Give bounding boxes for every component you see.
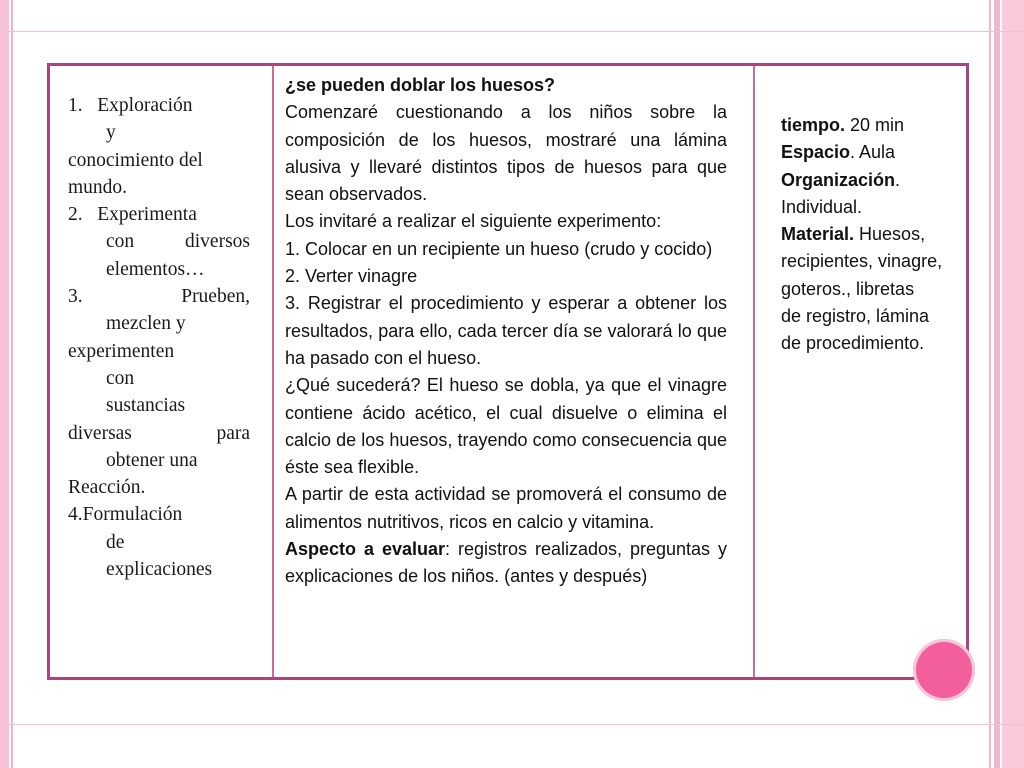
competencies-column <box>50 66 274 677</box>
activity-invite: Los invitaré a realizar el siguiente experimento: <box>285 211 662 232</box>
top-divider-line <box>0 31 1024 32</box>
material-field: Material. Huesos, <box>781 224 926 245</box>
material-line: de procedimiento. <box>781 333 925 354</box>
time-field: tiempo. 20 min <box>781 115 905 135</box>
right-border-stripe-inner <box>994 0 1000 768</box>
list-item-text: y <box>106 122 116 144</box>
list-item-text: diversas para <box>68 422 250 444</box>
organization-field: Organización. <box>781 169 901 190</box>
list-item-text: mundo. <box>68 176 128 198</box>
list-item-text: elementos… <box>106 258 205 280</box>
activity-question: ¿se pueden doblar los huesos? <box>285 75 556 95</box>
experiment-step-2: 2. Verter vinagre <box>285 266 418 287</box>
evaluation-aspect: Aspecto a evaluar: registros realizados, preguntas y explicaciones de los niños. (antes y después) <box>285 539 727 587</box>
list-item: 3. Prueben, <box>68 283 250 310</box>
list-item-text: sustancias <box>106 395 186 417</box>
list-item: 2. Experimenta <box>68 204 197 226</box>
list-item: 1. Exploración <box>68 95 193 116</box>
activity-hypothesis: ¿Qué sucederá? El hueso se dobla, ya que el vinagre contiene ácido acético, el cual disuelve o elimina el calcio de los huesos, trayendo como consecuencia que éste sea flexible. <box>285 375 727 478</box>
decorative-circle <box>913 639 975 701</box>
experiment-step-3: 3. Registrar el procedimiento y esperar a obtener los resultados, para ello, cada tercer día se valorará lo que ha pasado con el hueso. <box>285 293 727 368</box>
material-line: goteros., libretas <box>781 278 915 299</box>
activity-intro: Comenzaré cuestionando a los niños sobre la composición de los huesos, mostraré una lámina alusiva y llevaré distintos tipos de huesos para que sean observados. <box>285 102 727 205</box>
list-item-text: con <box>106 367 135 389</box>
list-item-text: Prueben, <box>181 286 250 308</box>
list-item-text: obtener una <box>106 449 198 471</box>
bottom-divider-line <box>0 724 1024 725</box>
activity-description-column <box>274 66 755 677</box>
list-item-text: Exploración <box>97 95 193 116</box>
material-line: de registro, lámina <box>781 306 930 327</box>
resources-column <box>755 66 966 677</box>
activity-promotion: A partir de esta actividad se promoverá el consumo de alimentos nutritivos, ricos en calcio y vitamina. <box>285 484 727 532</box>
organization-value: Individual. <box>781 196 863 217</box>
left-border-line <box>11 0 13 768</box>
experiment-step-1: 1. Colocar en un recipiente un hueso (crudo y cocido) <box>285 238 713 259</box>
list-item-text: con diversos <box>106 231 250 253</box>
right-border-stripe <box>1002 0 1024 768</box>
list-item-text: de <box>106 531 125 553</box>
list-item: 4.Formulación <box>68 504 183 526</box>
space-field: Espacio. Aula <box>781 142 896 163</box>
list-item-text: Reacción. <box>68 477 146 499</box>
list-item-text: Experimenta <box>97 204 197 226</box>
material-line: recipientes, vinagre, <box>781 251 943 272</box>
right-border-line <box>989 0 991 768</box>
activity-table <box>47 63 969 680</box>
list-item-text: experimenten <box>68 340 175 362</box>
left-border-stripe <box>0 0 9 768</box>
list-item-text: mezclen y <box>106 313 186 335</box>
list-item-text: conocimiento del <box>68 149 203 171</box>
list-item-text: explicaciones <box>106 559 213 581</box>
